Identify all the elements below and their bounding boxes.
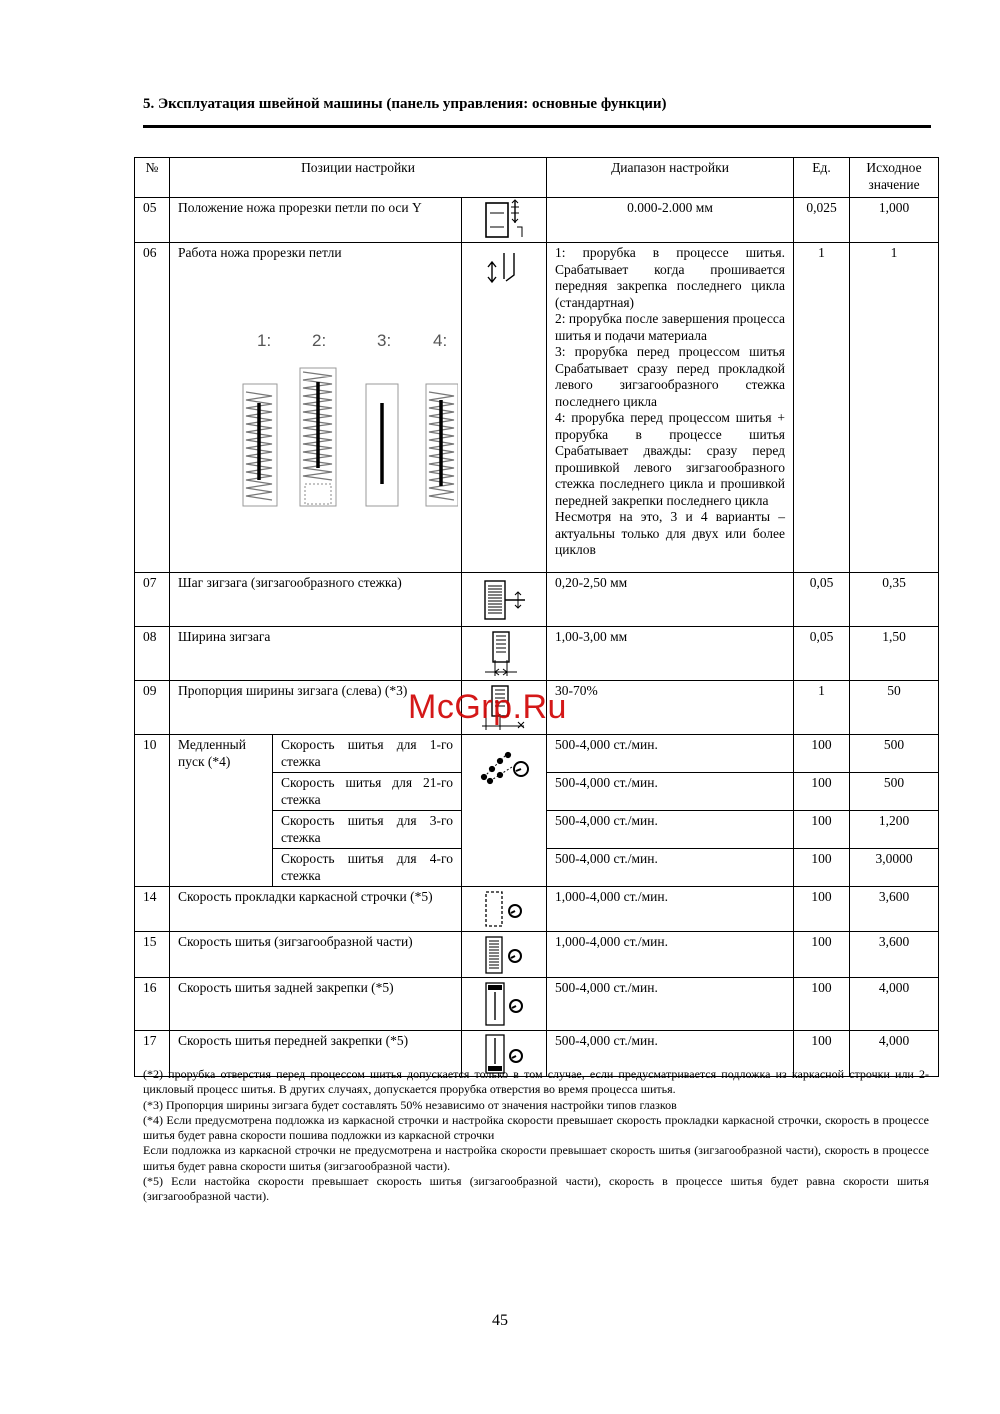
row-item: Скорость прокладки каркасной строчки (*5) (170, 887, 462, 932)
slow-start-subrow-label: Скорость шитья для 21-го стежка (273, 773, 462, 811)
row-range: 1,000-4,000 ст./мин. (547, 887, 794, 932)
zigzag-speed-icon (462, 932, 547, 978)
row-item: Скорость шитья (зигзагообразной части) (170, 932, 462, 978)
row-default: 1,000 (850, 198, 939, 243)
slow-start-subrow-label: Скорость шитья для 3-го стежка (273, 811, 462, 849)
col-header-no: № (135, 158, 170, 198)
row-unit: 100 (794, 735, 850, 773)
diagram-label-2: 2: (312, 331, 327, 350)
row-default: 1,200 (850, 811, 939, 849)
title-rule (143, 125, 931, 128)
row-default: 0,35 (850, 573, 939, 627)
row-range: 0,20-2,50 мм (547, 573, 794, 627)
row-range: 1: прорубка в процессе шитья. Срабатывает когда прошивается передняя закрепка последнего цикла (стандартная) 2: прорубка после завершения процесса шитья и подачи материала 3: прорубка перед процессом шитья Срабатывает сразу перед прокладкой левого зигзагообразного стежка последнего цикла 4: прорубка перед процессом шитья + прорубка в процессе шитья Срабатывает дважды: сразу перед прошивкой левого зигзагообразного стежка последнего цикла и прошивкой передней закрепки последнего цикла Несмотря на это, 3 и 4 варианты – актуальны только для двух или более циклов (547, 243, 794, 573)
gimp-speed-icon (462, 887, 547, 932)
footnote: Если подложка из каркасной строчки не предусмотрена и настройка скорости превышает скорость шитья (зигзагообразной части), скорость в процессе шитья будет равна скорости шитья (зигзагообразной части). (143, 1143, 929, 1173)
slow-start-subrow-label: Скорость шитья для 4-го стежка (273, 849, 462, 887)
page-title: 5. Эксплуатация швейной машины (панель управления: основные функции) (143, 96, 667, 112)
row-unit: 100 (794, 932, 850, 978)
row-unit: 100 (794, 1031, 850, 1077)
row-range: 30-70% (547, 681, 794, 735)
table-row (135, 735, 939, 773)
row-item: Скорость шитья передней закрепки (*5) (170, 1031, 462, 1077)
buttonhole-variant-4 (426, 384, 458, 506)
settings-table (134, 157, 939, 1077)
row-range: 500-4,000 ст./мин. (547, 849, 794, 887)
footnote: (*2) прорубка отверстия перед процессом шитья допускается только в том случае, если предусматривается подложка из каркасной строчки или 2-цикловый процесс шитья. В других случаях, допускается прорубка отверстия во время процесса шитья. (143, 1067, 929, 1097)
row-default: 500 (850, 735, 939, 773)
row-range: 500-4,000 ст./мин. (547, 1031, 794, 1077)
row-unit: 0,05 (794, 573, 850, 627)
row-no: 15 (135, 932, 170, 978)
row-item: Скорость шитья задней закрепки (*5) (170, 978, 462, 1031)
row-item: Медленный пуск (*4) (170, 735, 273, 887)
row-range: 0.000-2.000 мм (547, 198, 794, 243)
row-no: 09 (135, 681, 170, 735)
knife-operation-icon (462, 243, 547, 573)
buttonhole-variant-3 (366, 384, 398, 506)
diagram-label-1: 1: (257, 331, 272, 350)
row-unit: 0,05 (794, 627, 850, 681)
table-row (135, 932, 939, 978)
row-item: Положение ножа прорезки петли по оси Y (170, 198, 462, 243)
row-default: 3,600 (850, 932, 939, 978)
slow-start-icon (462, 735, 547, 887)
col-header-range: Диапазон настройки (547, 158, 794, 198)
row-unit: 100 (794, 811, 850, 849)
row-no: 17 (135, 1031, 170, 1077)
row-range: 500-4,000 ст./мин. (547, 811, 794, 849)
row-unit: 100 (794, 978, 850, 1031)
col-header-item: Позиции настройки (170, 158, 547, 198)
row-unit: 100 (794, 849, 850, 887)
col-header-unit: Ед. (794, 158, 850, 198)
zigzag-pitch-icon (462, 573, 547, 627)
table-row (135, 978, 939, 1031)
row-default: 4,000 (850, 978, 939, 1031)
row-no: 08 (135, 627, 170, 681)
row-no: 07 (135, 573, 170, 627)
table-row (135, 198, 939, 243)
row-range: 500-4,000 ст./мин. (547, 978, 794, 1031)
row-item: Шаг зигзага (зигзагообразного стежка) (170, 573, 462, 627)
row-range: 1,000-4,000 ст./мин. (547, 932, 794, 978)
table-header-row (135, 158, 939, 198)
footnotes (143, 1067, 929, 1205)
row-item: Работа ножа прорезки петли (170, 243, 462, 573)
row-unit: 100 (794, 887, 850, 932)
row-default: 4,000 (850, 1031, 939, 1077)
row-unit: 1 (794, 243, 850, 573)
row-no: 05 (135, 198, 170, 243)
row-range: 500-4,000 ст./мин. (547, 773, 794, 811)
row-unit: 1 (794, 681, 850, 735)
diagram-label-3: 3: (377, 331, 392, 350)
row-no: 06 (135, 243, 170, 573)
watermark: McGrp.Ru (408, 688, 567, 726)
buttonhole-variant-2 (300, 368, 336, 506)
row-default: 50 (850, 681, 939, 735)
footnote: (*5) Если настойка скорости превышает скорость шитья (зигзагообразной части), скорость в процессе шитья будет равна скорости шитья (зигзагообразной части). (143, 1174, 929, 1204)
knife-operation-diagram (240, 328, 458, 510)
row-unit: 100 (794, 773, 850, 811)
slow-start-subrow-label: Скорость шитья для 1-го стежка (273, 735, 462, 773)
table-row (135, 887, 939, 932)
buttonhole-variant-1 (243, 384, 277, 506)
row-unit: 0,025 (794, 198, 850, 243)
row-no: 14 (135, 887, 170, 932)
row-default: 3,600 (850, 887, 939, 932)
row-default: 1,50 (850, 627, 939, 681)
row-default: 1 (850, 243, 939, 573)
table-row (135, 627, 939, 681)
page-number: 45 (492, 1312, 508, 1329)
row-item: Ширина зигзага (170, 627, 462, 681)
rear-bartack-speed-icon (462, 978, 547, 1031)
row-range: 500-4,000 ст./мин. (547, 735, 794, 773)
zigzag-width-icon (462, 627, 547, 681)
row-default: 3,0000 (850, 849, 939, 887)
footnote: (*4) Если предусмотрена подложка из каркасной строчки и настройка скорости превышает скорость прокладки каркасной строчки, скорость в процессе шитья будет равна скорости пошива подложки из каркасной строчки (143, 1112, 929, 1143)
footnote: (*3) Пропорция ширины зигзага будет составлять 50% независимо от значения настройки типов глазков (143, 1097, 677, 1112)
knife-y-position-icon (462, 198, 547, 243)
col-header-default: Исходное значение (850, 158, 939, 198)
row-range: 1,00-3,00 мм (547, 627, 794, 681)
row-item: Пропорция ширины зигзага (слева) (*3) (170, 681, 462, 735)
row-default: 500 (850, 773, 939, 811)
row-no: 10 (135, 735, 170, 887)
row-no: 16 (135, 978, 170, 1031)
table-row (135, 573, 939, 627)
diagram-label-4: 4: (433, 331, 448, 350)
